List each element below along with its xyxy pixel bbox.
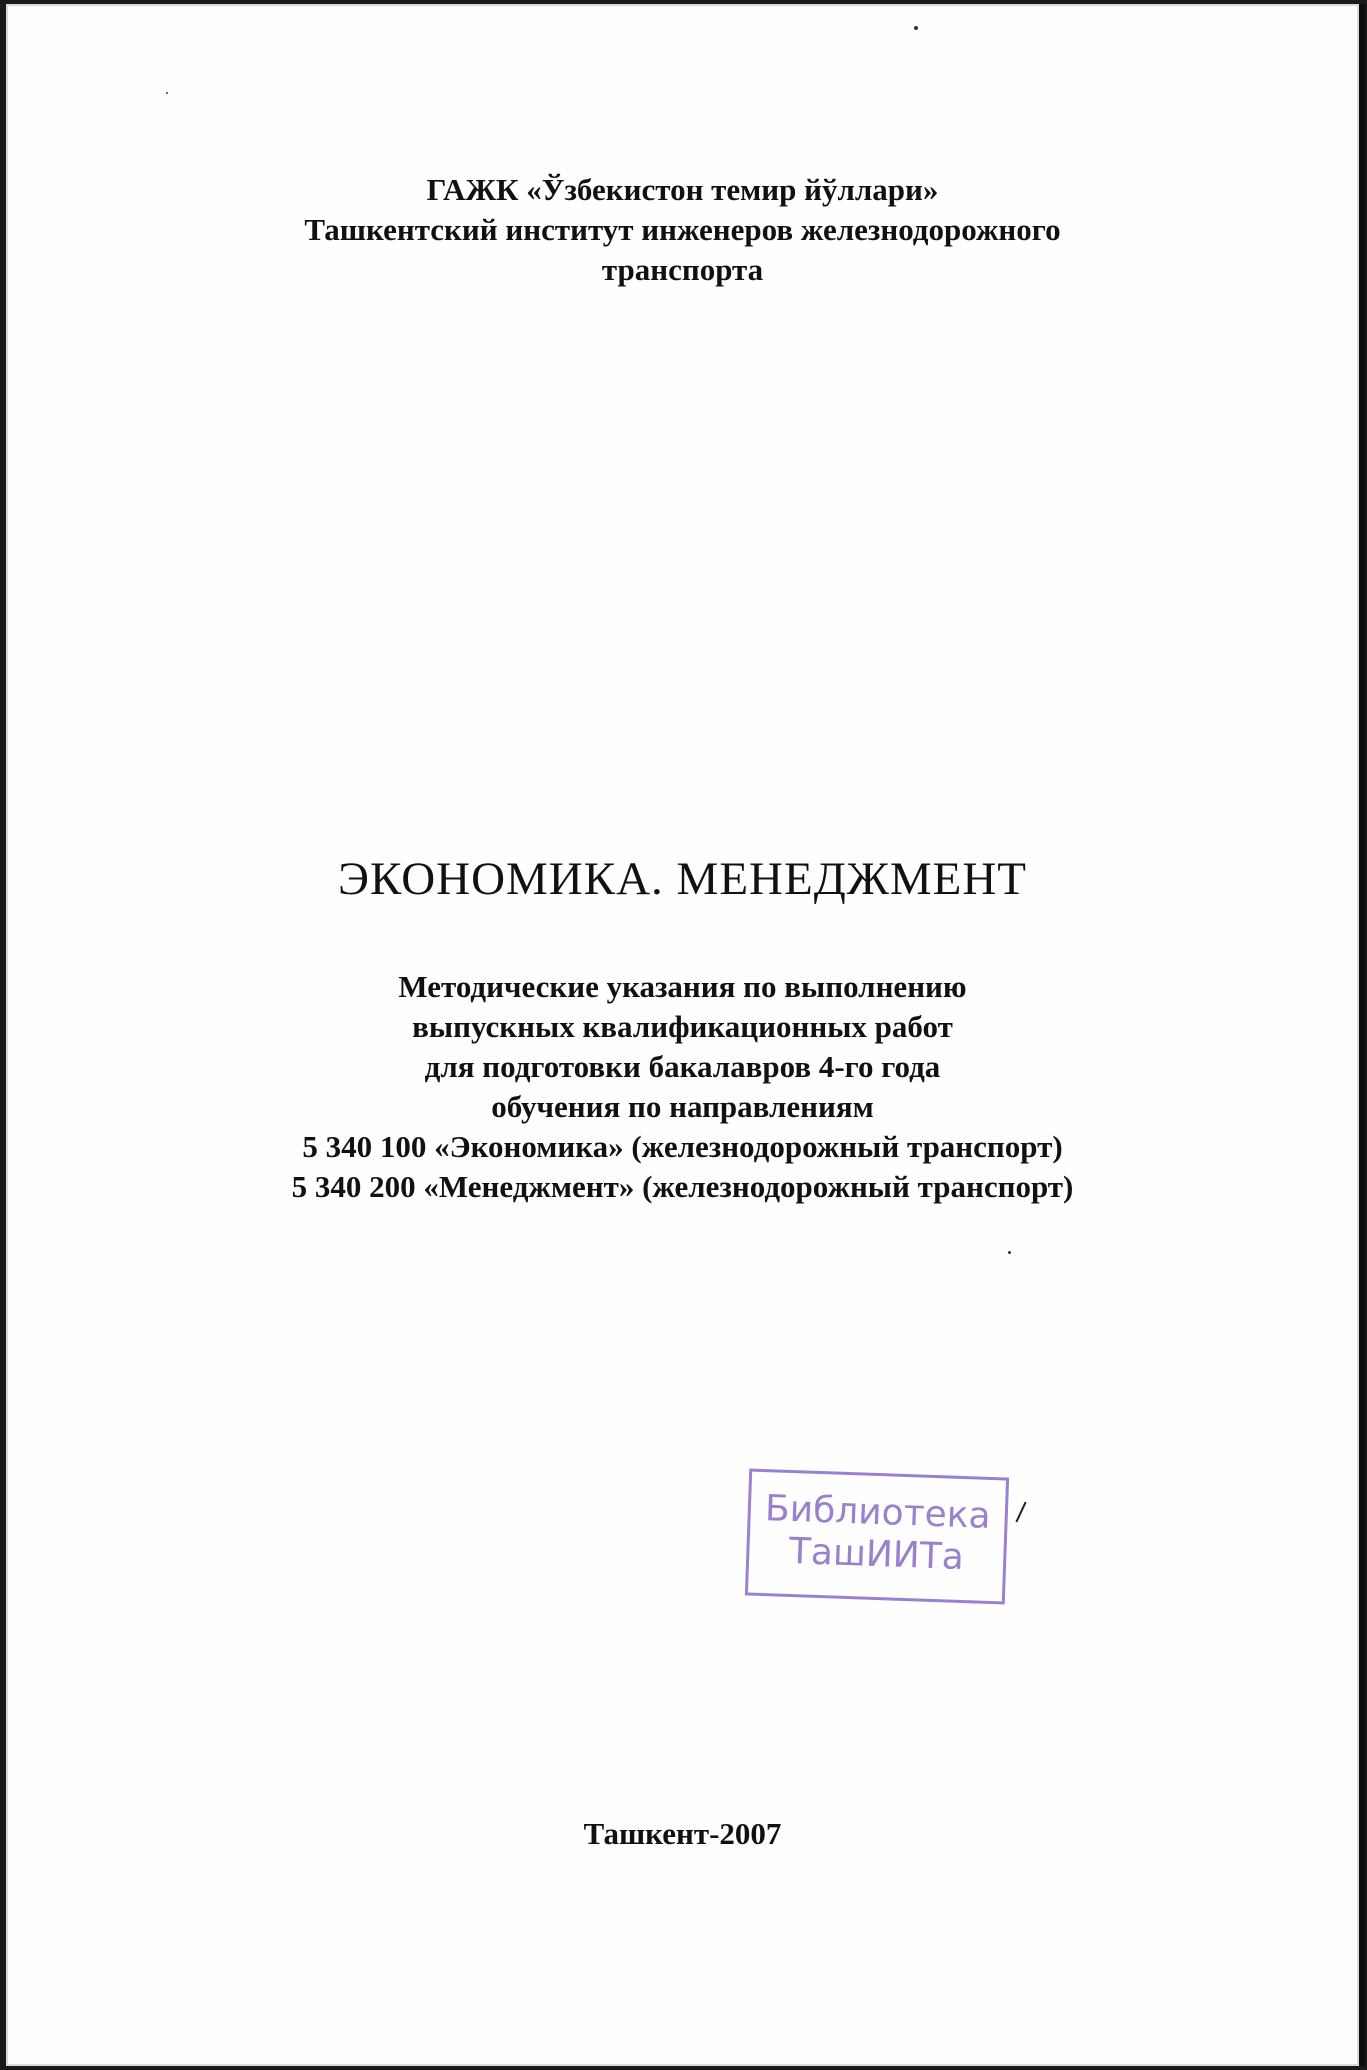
description-line-2: выпускных квалификационных работ [412, 1009, 953, 1044]
description-line-4: обучения по направлениям [491, 1089, 874, 1124]
scan-speck [166, 92, 168, 94]
description-line-5: 5 340 100 «Экономика» (железнодорожный транспорт) [302, 1129, 1063, 1164]
scan-speck [914, 26, 918, 30]
document-description [6, 967, 1359, 1207]
stamp-line-1: Библиотека [764, 1488, 992, 1537]
pen-mark [1015, 1502, 1026, 1523]
document-page [6, 4, 1359, 2066]
description-line-1: Методические указания по выполнению [398, 969, 967, 1004]
institution-header [6, 170, 1359, 290]
library-stamp [745, 1469, 1009, 1605]
header-line-1: ГАЖК «Ўзбекистон темир йўллари» [426, 172, 939, 207]
stamp-line-2: ТашИИТа [788, 1530, 965, 1579]
document-title: ЭКОНОМИКА. МЕНЕДЖМЕНТ [337, 853, 1028, 905]
scan-speck [1008, 1251, 1011, 1254]
description-line-3: для подготовки бакалавров 4-го года [424, 1049, 941, 1084]
header-line-2: Ташкентский институт инженеров железнодорожного [304, 212, 1061, 247]
header-line-3: транспорта [601, 252, 764, 287]
description-line-6: 5 340 200 «Менеджмент» (железнодорожный транспорт) [291, 1169, 1074, 1204]
city-year: Ташкент-2007 [583, 1816, 782, 1851]
